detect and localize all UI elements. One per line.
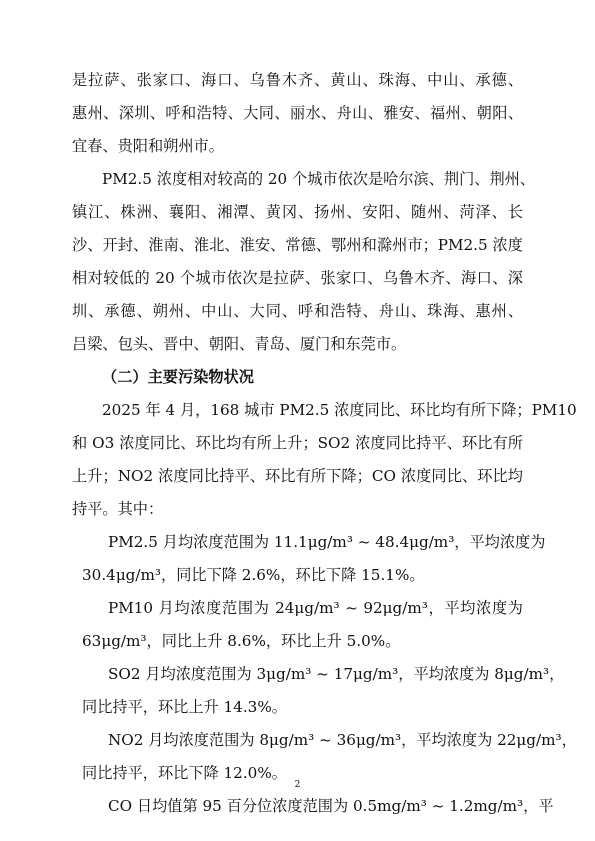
text-line: 63μg/m³，同比上升 8.6%，环比上升 5.0%。 (82, 632, 401, 650)
text-line: 是拉萨、张家口、海口、乌鲁木齐、黄山、珠海、中山、承德、 (72, 71, 523, 89)
text-line: NO2 月均浓度范围为 8μg/m³ ~ 36μg/m³，平均浓度为 22μg/m³， (108, 731, 577, 749)
text-line: 相对较低的 20 个城市依次是拉萨、张家口、乌鲁木齐、海口、深 (72, 269, 523, 287)
section-heading: （二）主要污染物状况 (102, 368, 254, 386)
text-line: 持平。其中： (72, 500, 164, 518)
text-line: 同比持平，环比下降 12.0%。 (82, 764, 287, 782)
text-line: 宜春、贵阳和朔州市。 (72, 137, 224, 155)
text-line: 2025 年 4 月，168 城市 PM2.5 浓度同比、环比均有所下降；PM10 (102, 401, 577, 419)
text-line: CO 日均值第 95 百分位浓度范围为 0.5mg/m³ ~ 1.2mg/m³，平 (108, 797, 554, 815)
text-line: 30.4μg/m³，同比下降 2.6%，环比下降 15.1%。 (82, 566, 425, 584)
page-number: 2 (294, 780, 301, 790)
text-line: 圳、承德、朔州、中山、大同、呼和浩特、舟山、珠海、惠州、 (72, 302, 523, 320)
text-line: 吕梁、包头、晋中、朝阳、青岛、厦门和东莞市。 (72, 335, 407, 353)
text-line: PM2.5 浓度相对较高的 20 个城市依次是哈尔滨、荆门、荆州、 (102, 170, 536, 188)
text-line: 惠州、深圳、呼和浩特、大同、丽水、舟山、雅安、福州、朝阳、 (72, 104, 523, 122)
text-line: 镇江、株洲、襄阳、湘潭、黄冈、扬州、安阳、随州、菏泽、长 (72, 203, 523, 221)
text-line: 沙、开封、淮南、淮北、淮安、常德、鄂州和滁州市；PM2.5 浓度 (72, 236, 523, 254)
text-line: 和 O3 浓度同比、环比均有所上升；SO2 浓度同比持平、环比有所 (72, 434, 523, 452)
text-line: PM10 月均浓度范围为 24μg/m³ ~ 92μg/m³，平均浓度为 (108, 599, 523, 617)
text-line: PM2.5 月均浓度范围为 11.1μg/m³ ~ 48.4μg/m³，平均浓度为 (108, 533, 546, 551)
text-line: SO2 月均浓度范围为 3μg/m³ ~ 17μg/m³，平均浓度为 8μg/m³， (108, 665, 565, 683)
text-line: 同比持平，环比上升 14.3%。 (82, 698, 287, 716)
text-line: 上升；NO2 浓度同比持平、环比有所下降；CO 浓度同比、环比均 (72, 467, 523, 485)
